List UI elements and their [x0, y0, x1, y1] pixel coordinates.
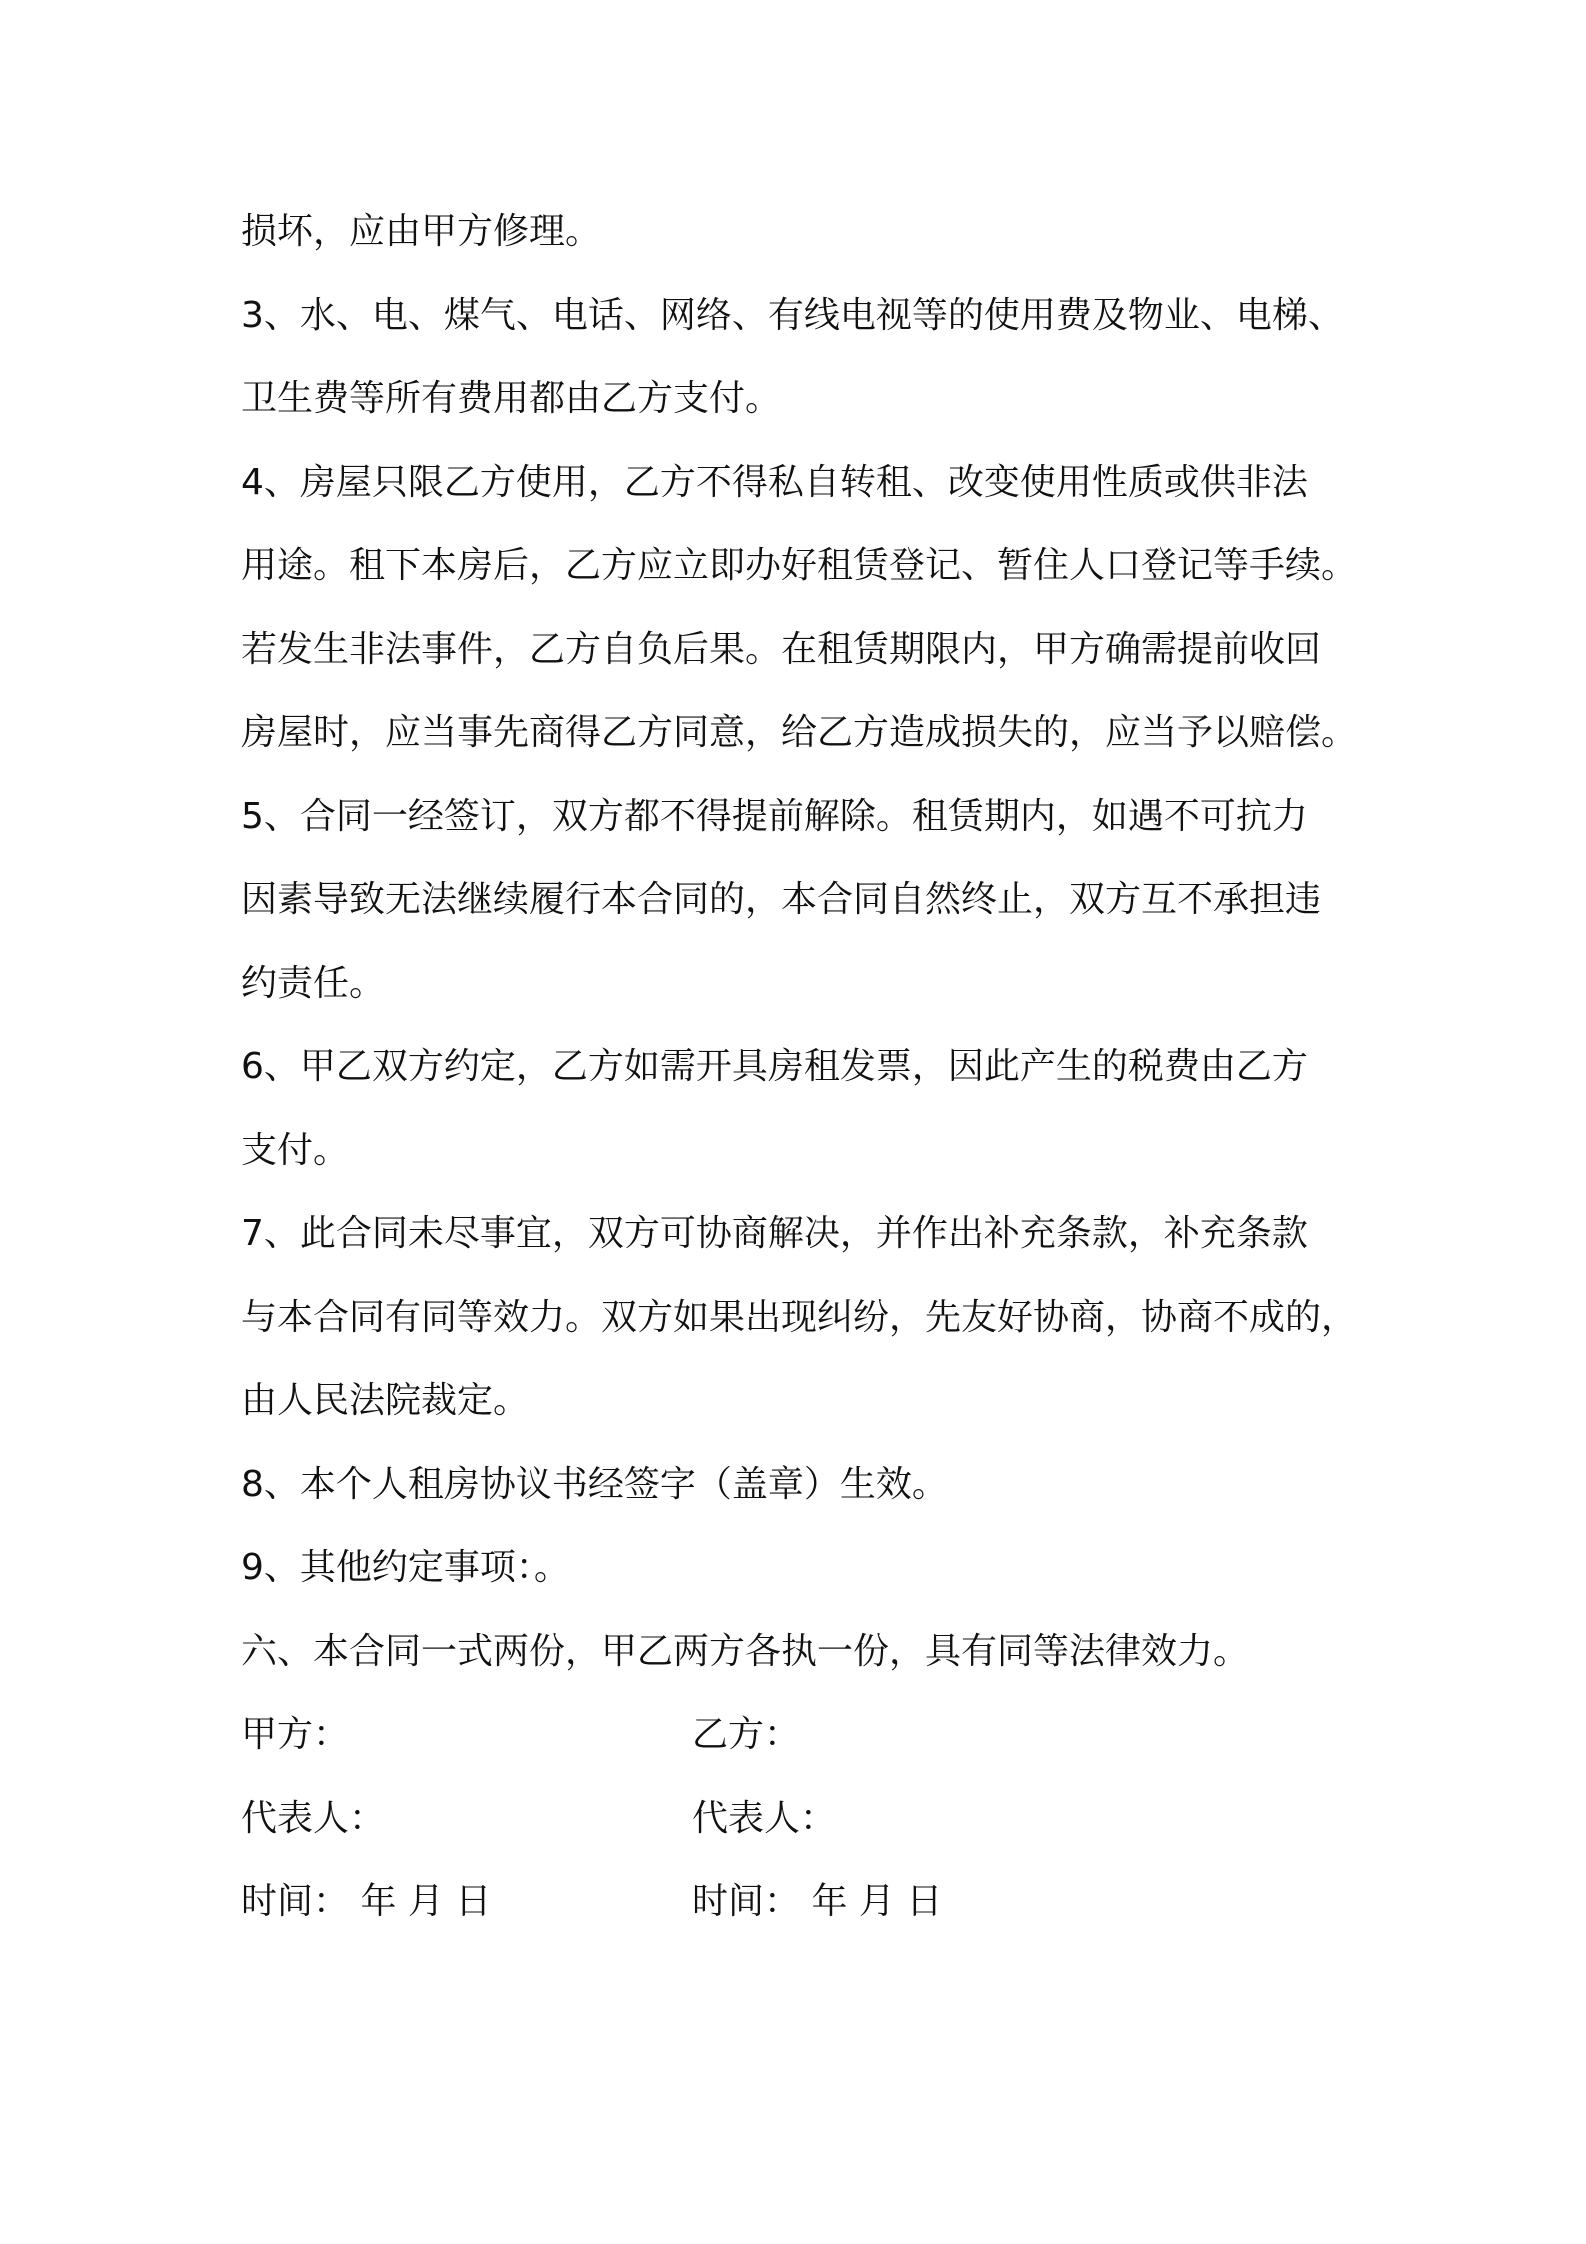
party-a-label: 甲方： — [241, 1714, 350, 1755]
text-line: 7、此合同未尽事宜，双方可协商解决，并作出补充条款，补充条款 — [241, 1213, 1308, 1254]
text-line: 用途。租下本房后，乙方应立即办好租赁登记、暂住人口登记等手续。 — [241, 545, 1358, 586]
text-line: 卫生费等所有费用都由乙方支付。 — [241, 378, 782, 419]
representative-a-label: 代表人： — [241, 1797, 386, 1839]
representative-b-label: 代表人： — [692, 1797, 837, 1839]
text-line: 9、其他约定事项：。 — [241, 1547, 570, 1588]
text-line: 由人民法院裁定。 — [241, 1380, 530, 1421]
signature-party-row — [241, 1693, 1381, 1777]
date-b-label: 时间： 年 月 日 — [692, 1881, 943, 1922]
text-line: 5、合同一经签订，双方都不得提前解除。租赁期内，如遇不可抗力 — [241, 795, 1308, 837]
text-line: 6、甲乙双方约定，乙方如需开具房租发票，因此产生的税费由乙方 — [241, 1046, 1308, 1087]
document-body — [241, 190, 1381, 1944]
text-line: 损坏，应由甲方修理。 — [241, 211, 602, 252]
text-line: 因素导致无法继续履行本合同的，本合同自然终止，双方互不承担违 — [241, 879, 1322, 920]
signature-date-row — [241, 1860, 1381, 1944]
text-line: 房屋时，应当事先商得乙方同意，给乙方造成损失的，应当予以赔偿。 — [241, 712, 1358, 753]
text-line: 约责任。 — [241, 962, 386, 1004]
text-line: 3、水、电、煤气、电话、网络、有线电视等的使用费及物业、电梯、 — [241, 294, 1344, 336]
text-line: 8、本个人租房协议书经签字（盖章）生效。 — [241, 1463, 948, 1505]
date-a-label: 时间： 年 月 日 — [241, 1881, 492, 1922]
text-line: 若发生非法事件，乙方自负后果。在租赁期限内，甲方确需提前收回 — [241, 628, 1322, 670]
signature-representative-row — [241, 1777, 1381, 1861]
text-line: 4、房屋只限乙方使用，乙方不得私自转租、改变使用性质或供非法 — [241, 461, 1308, 503]
text-line: 六、本合同一式两份，甲乙两方各执一份，具有同等法律效力。 — [241, 1630, 1250, 1672]
text-line: 与本合同有同等效力。双方如果出现纠纷，先友好协商，协商不成的， — [241, 1296, 1358, 1338]
text-line: 支付。 — [241, 1129, 350, 1171]
party-b-label: 乙方： — [692, 1714, 801, 1755]
